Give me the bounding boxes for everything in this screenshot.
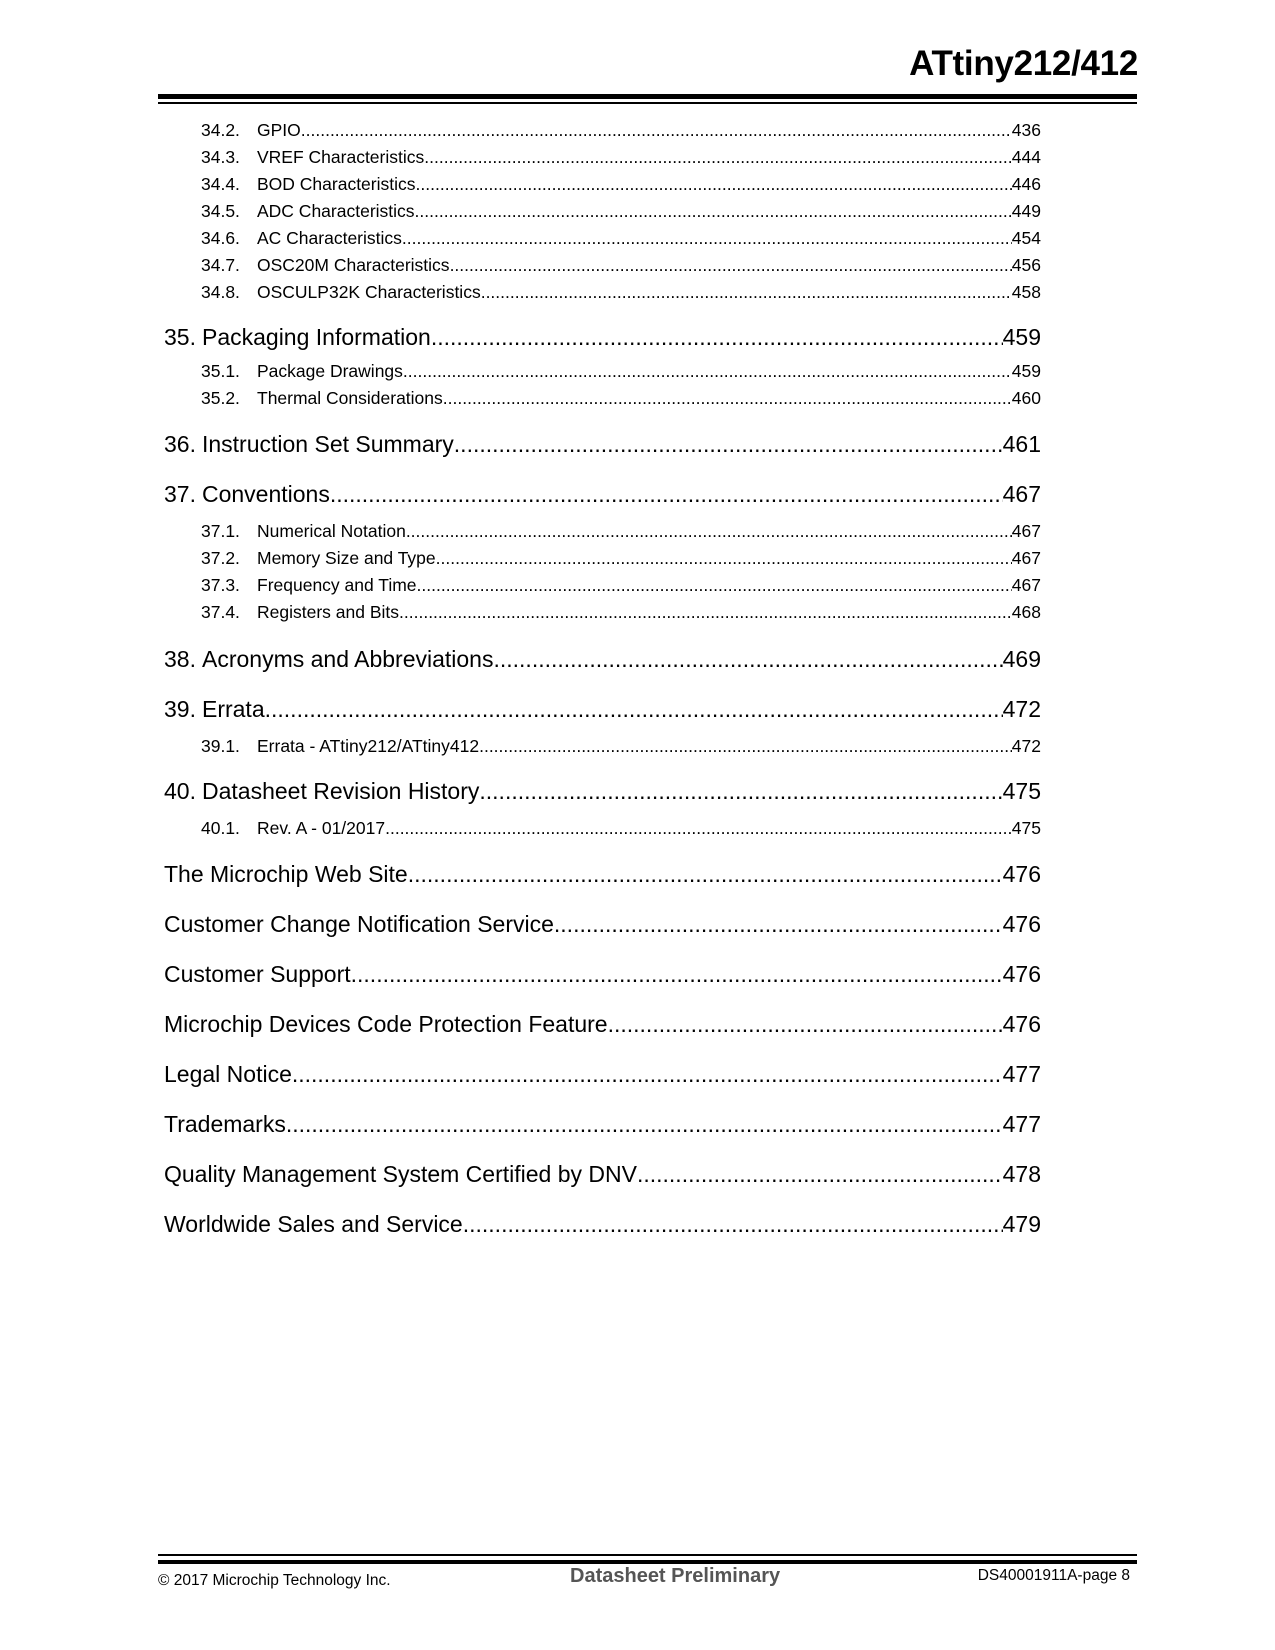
toc-chapter-page: 476: [1002, 1011, 1041, 1037]
toc-entry-title: BOD Characteristics: [257, 174, 416, 194]
toc-leader-dots: [415, 201, 1012, 222]
toc-entry-page: 467: [1011, 521, 1041, 541]
toc-chapter-page: 478: [1002, 1161, 1041, 1187]
toc-chapter-number: 37.: [164, 481, 196, 507]
toc-entry[interactable]: [201, 120, 1041, 141]
toc-entry-number: 37.1.: [201, 521, 240, 541]
toc-chapter[interactable]: [164, 696, 1041, 723]
toc-entry[interactable]: [201, 361, 1041, 382]
toc-entry-title: Registers and Bits: [257, 602, 400, 622]
toc-entry[interactable]: [201, 736, 1041, 757]
toc-leader-dots: [450, 255, 1012, 276]
toc-entry-number: 37.2.: [201, 548, 240, 568]
toc-chapter[interactable]: [164, 481, 1041, 508]
toc-chapter[interactable]: [164, 431, 1041, 458]
toc-chapter[interactable]: [164, 646, 1041, 673]
toc-chapter-page: 476: [1002, 961, 1041, 987]
toc-leader-dots: [443, 388, 1012, 409]
header-rule-secondary: [158, 102, 1137, 104]
toc-chapter-title: Datasheet Revision History: [201, 778, 480, 804]
toc-chapter-title: Instruction Set Summary: [201, 431, 454, 457]
toc-chapter[interactable]: [164, 1211, 1041, 1238]
toc-entry[interactable]: [201, 575, 1041, 596]
toc-chapter-title: Quality Management System Certified by DNV: [164, 1161, 637, 1187]
toc-leader-dots: [265, 696, 1003, 723]
toc-leader-dots: [286, 1111, 1003, 1138]
toc-leader-dots: [408, 861, 1003, 888]
toc-chapter-page: 469: [1002, 646, 1041, 672]
toc-chapter-title: The Microchip Web Site: [164, 861, 408, 887]
toc-entry-page: 460: [1011, 388, 1041, 408]
toc-entry-title: AC Characteristics: [257, 228, 402, 248]
toc-leader-dots: [399, 602, 1012, 623]
toc-chapter[interactable]: [164, 1161, 1041, 1188]
toc-entry-title: Frequency and Time: [257, 575, 417, 595]
toc-entry-title: Package Drawings: [257, 361, 403, 381]
toc-chapter-number: 39.: [164, 696, 196, 722]
toc-entry-number: 35.2.: [201, 388, 240, 408]
toc-chapter-page: 475: [1002, 778, 1041, 804]
document-title: ATtiny212/412: [909, 44, 1138, 83]
toc-entry[interactable]: [201, 147, 1041, 168]
toc-leader-dots: [351, 961, 1003, 988]
toc-chapter[interactable]: [164, 324, 1041, 351]
toc-entry-number: 40.1.: [201, 818, 240, 838]
toc-entry-number: 34.8.: [201, 282, 240, 302]
toc-chapter[interactable]: [164, 1111, 1041, 1138]
toc-entry-number: 37.3.: [201, 575, 240, 595]
toc-entry[interactable]: [201, 602, 1041, 623]
toc-entry-page: 456: [1011, 255, 1041, 275]
toc-leader-dots: [431, 324, 1003, 351]
toc-entry-number: 34.5.: [201, 201, 240, 221]
toc-entry-title: Errata - ATtiny212/ATtiny412: [257, 736, 480, 756]
toc-leader-dots: [479, 736, 1012, 757]
toc-chapter[interactable]: [164, 1061, 1041, 1088]
toc-chapter-title: Customer Change Notification Service: [164, 911, 554, 937]
toc-entry[interactable]: [201, 228, 1041, 249]
toc-leader-dots: [436, 548, 1012, 569]
toc-entry-title: OSCULP32K Characteristics: [257, 282, 481, 302]
toc-entry-number: 34.4.: [201, 174, 240, 194]
toc-entry-page: 459: [1011, 361, 1041, 381]
toc-entry-title: Rev. A - 01/2017: [257, 818, 386, 838]
toc-chapter[interactable]: [164, 961, 1041, 988]
toc-entry-page: 472: [1011, 736, 1041, 756]
toc-leader-dots: [424, 147, 1012, 168]
toc-entry-number: 34.7.: [201, 255, 240, 275]
toc-chapter-page: 477: [1002, 1111, 1041, 1137]
toc-leader-dots: [463, 1211, 1003, 1238]
toc-entry-title: ADC Characteristics: [257, 201, 415, 221]
toc-chapter-number: 38.: [164, 646, 196, 672]
header-rule: [158, 94, 1137, 99]
toc-entry-page: 449: [1011, 201, 1041, 221]
toc-entry-title: OSC20M Characteristics: [257, 255, 450, 275]
toc-chapter-page: 472: [1002, 696, 1041, 722]
toc-chapter-page: 461: [1002, 431, 1041, 457]
toc-entry-page: 468: [1011, 602, 1041, 622]
toc-entry[interactable]: [201, 548, 1041, 569]
toc-chapter-title: Packaging Information: [201, 324, 431, 350]
toc-leader-dots: [554, 911, 1003, 938]
toc-entry-page: 444: [1011, 147, 1041, 167]
toc-chapter-title: Errata: [201, 696, 265, 722]
toc-leader-dots: [481, 282, 1012, 303]
toc-entry[interactable]: [201, 255, 1041, 276]
toc-entry[interactable]: [201, 388, 1041, 409]
toc-entry-page: 467: [1011, 575, 1041, 595]
toc-leader-dots: [608, 1011, 1003, 1038]
toc-entry[interactable]: [201, 201, 1041, 222]
toc-chapter-title: Legal Notice: [164, 1061, 292, 1087]
footer-copyright: © 2017 Microchip Technology Inc.: [158, 1572, 391, 1589]
toc-entry[interactable]: [201, 174, 1041, 195]
toc-chapter-title: Worldwide Sales and Service: [164, 1211, 463, 1237]
toc-chapter-title: Customer Support: [164, 961, 351, 987]
toc-entry-number: 37.4.: [201, 602, 240, 622]
toc-entry-number: 34.2.: [201, 120, 240, 140]
toc-chapter-page: 479: [1002, 1211, 1041, 1237]
toc-entry-number: 34.3.: [201, 147, 240, 167]
toc-entry-page: 458: [1011, 282, 1041, 302]
toc-entry-page: 454: [1011, 228, 1041, 248]
toc-chapter-page: 476: [1002, 911, 1041, 937]
toc-entry-title: Numerical Notation: [257, 521, 406, 541]
toc-leader-dots: [479, 778, 1002, 805]
footer-status: Datasheet Preliminary: [570, 1565, 781, 1587]
toc-entry-page: 475: [1011, 818, 1041, 838]
toc-chapter-title: Trademarks: [164, 1111, 286, 1137]
toc-entry-title: Thermal Considerations: [257, 388, 443, 408]
toc-leader-dots: [292, 1061, 1003, 1088]
toc-entry-page: 436: [1011, 120, 1041, 140]
toc-entry[interactable]: [201, 521, 1041, 542]
footer-rule: [158, 1554, 1137, 1556]
toc-leader-dots: [637, 1161, 1003, 1188]
toc-leader-dots: [406, 521, 1012, 542]
footer-rule-secondary: [158, 1560, 1137, 1564]
toc-leader-dots: [416, 174, 1012, 195]
toc-entry-title: GPIO: [257, 120, 301, 140]
toc-leader-dots: [301, 120, 1012, 141]
toc-chapter-page: 477: [1002, 1061, 1041, 1087]
footer-page-reference: DS40001911A-page 8: [977, 1567, 1130, 1584]
toc-entry-title: VREF Characteristics: [257, 147, 425, 167]
toc-entry-page: 446: [1011, 174, 1041, 194]
toc-leader-dots: [493, 646, 1002, 673]
toc-chapter-number: 40.: [164, 778, 196, 804]
toc-entry-number: 39.1.: [201, 736, 240, 756]
toc-entry-number: 35.1.: [201, 361, 240, 381]
toc-chapter[interactable]: [164, 861, 1041, 888]
toc-chapter[interactable]: [164, 1011, 1041, 1038]
toc-chapter-number: 36.: [164, 431, 196, 457]
toc-chapter-page: 467: [1002, 481, 1041, 507]
toc-leader-dots: [330, 481, 1003, 508]
toc-entry-page: 467: [1011, 548, 1041, 568]
toc-chapter[interactable]: [164, 778, 1041, 805]
toc-leader-dots: [417, 575, 1012, 596]
toc-entry[interactable]: [201, 282, 1041, 303]
toc-leader-dots: [403, 361, 1012, 382]
toc-chapter-page: 459: [1002, 324, 1041, 350]
toc-chapter-title: Conventions: [201, 481, 330, 507]
toc-entry-title: Memory Size and Type: [257, 548, 436, 568]
toc-leader-dots: [402, 228, 1012, 249]
toc-leader-dots: [385, 818, 1012, 839]
toc-chapter-page: 476: [1002, 861, 1041, 887]
toc-entry[interactable]: [201, 818, 1041, 839]
toc-entry-number: 34.6.: [201, 228, 240, 248]
toc-leader-dots: [454, 431, 1003, 458]
toc-chapter[interactable]: [164, 911, 1041, 938]
toc-chapter-number: 35.: [164, 324, 196, 350]
toc-chapter-title: Microchip Devices Code Protection Feature: [164, 1011, 608, 1037]
toc-chapter-title: Acronyms and Abbreviations: [201, 646, 494, 672]
